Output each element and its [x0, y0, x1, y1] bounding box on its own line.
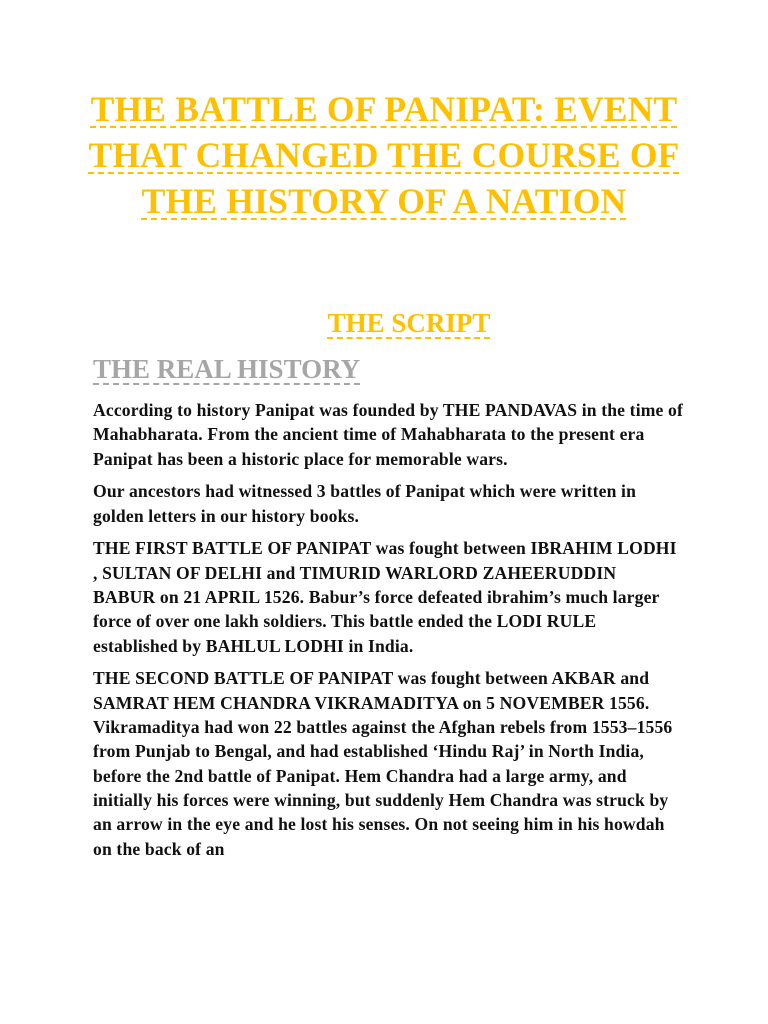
document-subtitle: THE SCRIPT — [327, 308, 491, 338]
document-body — [93, 398, 683, 869]
paragraph: THE FIRST BATTLE OF PANIPAT was fought between IBRAHIM LODHI , SULTAN OF DELHI and TIMURID WARLORD ZAHEERUDDIN BABUR on 21 APRIL 1526. Babur’s force defeated ibrahim’s much larger force of over one lakh soldiers. This battle ended the LODI RULE established by BAHLUL LODHI in India. — [93, 538, 677, 656]
paragraph: According to history Panipat was founded by THE PANDAVAS in the time of Mahabharata. From the ancient time of Mahabharata to the present era Panipat has been a historic place for memorable wars. — [93, 400, 683, 469]
section-heading: THE REAL HISTORY — [93, 354, 361, 384]
document-title: THE BATTLE OF PANIPAT: EVENT THAT CHANGED THE COURSE OF THE HISTORY OF A NATION — [88, 89, 680, 221]
paragraph: THE SECOND BATTLE OF PANIPAT was fought between AKBAR and SAMRAT HEM CHANDRA VIKRAMADITYA on 5 NOVEMBER 1556. Vikramaditya had won 22 battles against the Afghan rebels from 1553–1556 from Punjab to Bengal, and had established ‘Hindu Raj’ in North India, before the 2nd battle of Panipat. Hem Chandra had a large army, and initially his forces were winning, but suddenly Hem Chandra was struck by an arrow in the eye and he lost his senses. On not seeing him in his howdah on the back of an — [93, 668, 673, 859]
paragraph: Our ancestors had witnessed 3 battles of Panipat which were written in golden letters in our history books. — [93, 481, 637, 526]
